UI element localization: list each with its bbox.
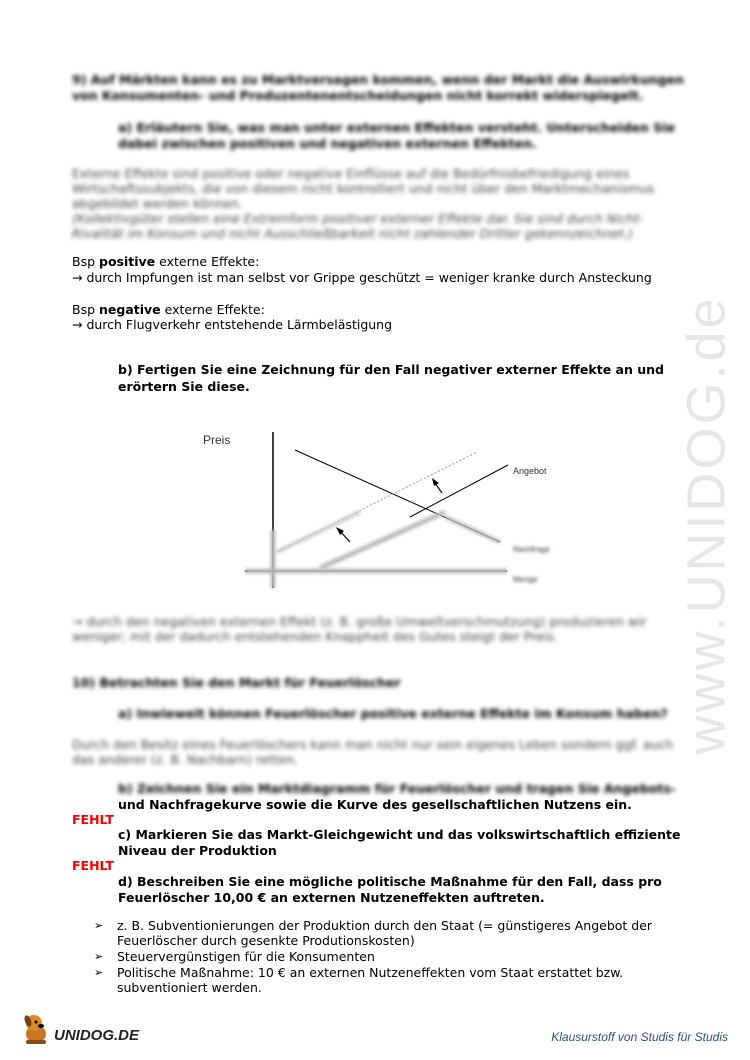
q10b-line-1: b) Zeichnen Sie ein Marktdiagramm für Feuerlöscher und tragen Sie Angebots- xyxy=(118,781,676,796)
q9a-answer-line-4: (Kollektivgüter stellen eine Extremform positiver externer Effekte dar. Sie sind durch Nicht- xyxy=(72,211,644,226)
q9a-line-1: a) Erläutern Sie, was man unter externen Effekten versteht. Unterscheiden Sie xyxy=(118,120,676,135)
footer-tagline: Klausurstoff von Studis für Studis xyxy=(551,1030,728,1044)
q9b-answer-line-2: weniger; mit der dadurch entstehenden Knappheit des Gutes steigt der Preis. xyxy=(72,629,558,644)
q9-heading-line-2: von Konsumenten- und Produzentenentscheidungen nicht korrekt widerspiegelt. xyxy=(72,88,644,103)
missing-label-1: FEHLT xyxy=(72,812,114,827)
q9b-line-2: erörtern Sie diese. xyxy=(118,379,250,394)
shift-arrow-upper-head xyxy=(432,478,439,486)
negative-example-text: → durch Flugverkehr entstehende Lärmbelästigung xyxy=(72,317,393,332)
q9-heading-line-1: 9) Auf Märkten kann es zu Marktversagen kommen, wenn der Markt die Auswirkungen xyxy=(72,72,684,87)
positive-suffix: externe Effekte: xyxy=(155,254,260,269)
positive-example-heading xyxy=(72,254,259,269)
negative-suffix: externe Effekte: xyxy=(160,302,265,317)
measures-list xyxy=(94,918,652,996)
q10-heading: 10) Betrachten Sie den Markt für Feuerlöscher xyxy=(72,675,401,690)
q10b-line-2: und Nachfragekurve sowie die Kurve des gesellschaftlichen Nutzens ein. xyxy=(118,797,632,812)
q9b-answer-line-1: → durch den negativen externen Effekt (z. B. große Umweltverschmutzung) produzieren wir xyxy=(72,614,647,629)
arrow-bullet-icon: ➢ xyxy=(94,950,104,963)
q10c-line-1: c) Markieren Sie das Markt-Gleichgewicht und das volkswirtschaftlich effiziente xyxy=(118,827,681,842)
list-item xyxy=(94,949,652,964)
demand-label: Nachfrage xyxy=(513,545,550,554)
missing-label-2: FEHLT xyxy=(72,858,114,873)
x-axis-label: Menge xyxy=(513,575,538,584)
q9a-line-2: dabei zwischen positiven und negativen externen Effekten. xyxy=(118,136,537,151)
q10d-line-1: d) Beschreiben Sie eine mögliche politische Maßnahme für den Fall, dass pro xyxy=(118,874,662,889)
positive-prefix: Bsp xyxy=(72,254,99,269)
demand-curve-shadow xyxy=(445,517,500,542)
positive-word: positive xyxy=(99,254,156,269)
q9a-answer-line-2: Wirtschaftssubjekts, die von diesem nicht kontrolliert und nicht über den Marktmechanismus xyxy=(72,181,655,196)
q9b-line-1: b) Fertigen Sie eine Zeichnung für den Fall negativer externer Effekte an und xyxy=(118,362,664,377)
list-item-line-1: Steuervergünstigen für die Konsumenten xyxy=(117,949,375,964)
list-item-line-1: Politische Maßnahme: 10 € an externen Nutzeneffekten vom Staat erstattet bzw. xyxy=(117,965,624,980)
dog-icon xyxy=(22,1012,52,1046)
supply-curve xyxy=(410,465,508,517)
logo-text: UNIDOG.DE xyxy=(54,1027,140,1044)
q9a-answer-line-3: abgebildet werden können. xyxy=(72,196,243,211)
unidog-logo xyxy=(22,1012,139,1046)
supply-label: Angebot xyxy=(513,466,547,476)
positive-example-text: → durch Impfungen ist man selbst vor Grippe geschützt = weniger kranke durch Ansteckung xyxy=(72,270,652,285)
list-item-line-2: subventioniert werden. xyxy=(117,980,262,995)
list-item-line-1: z. B. Subventionierungen der Produktion durch den Staat (= günstigeres Angebot der xyxy=(117,918,653,933)
q10a-line: a) Inwieweit können Feuerlöscher positive externe Effekte im Konsum haben? xyxy=(118,706,668,721)
q10c-line-2: Niveau der Produktion xyxy=(118,843,277,858)
list-item xyxy=(94,965,652,995)
watermark xyxy=(672,290,742,760)
y-axis-label: Preis xyxy=(203,433,231,447)
watermark-text: www.UNIDOG.de xyxy=(677,295,737,755)
negative-prefix: Bsp xyxy=(72,302,99,317)
arrow-bullet-icon: ➢ xyxy=(94,919,104,932)
q9a-answer-line-1: Externe Effekte sind positive oder negative Einflüsse auf die Bedürfnisbefriedigung eines xyxy=(72,166,630,181)
list-item xyxy=(94,918,652,948)
list-item-line-2: Feuerlöscher durch gesenkte Produtionskosten) xyxy=(117,933,415,948)
negative-word: negative xyxy=(99,302,161,317)
q10d-line-2: Feuerlöscher 10,00 € an externen Nutzeneffekten auftreten. xyxy=(118,890,545,905)
arrow-bullet-icon: ➢ xyxy=(94,966,104,979)
q9a-answer-line-5: Rivalität im Konsum und nicht Ausschließbarkeit nicht zahlender Dritter gekennzeichnet.) xyxy=(72,226,633,241)
q10a-answer-line-2: das anderer (z. B. Nachbarn) retten. xyxy=(72,752,298,767)
q10a-answer-line-1: Durch den Besitz eines Feuerlöschers kann man nicht nur sein eigenes Leben sondern ggf. auch xyxy=(72,737,674,752)
social-cost-curve-shadow xyxy=(277,512,360,552)
external-effects-diagram xyxy=(195,420,575,600)
negative-example-heading xyxy=(72,302,265,317)
